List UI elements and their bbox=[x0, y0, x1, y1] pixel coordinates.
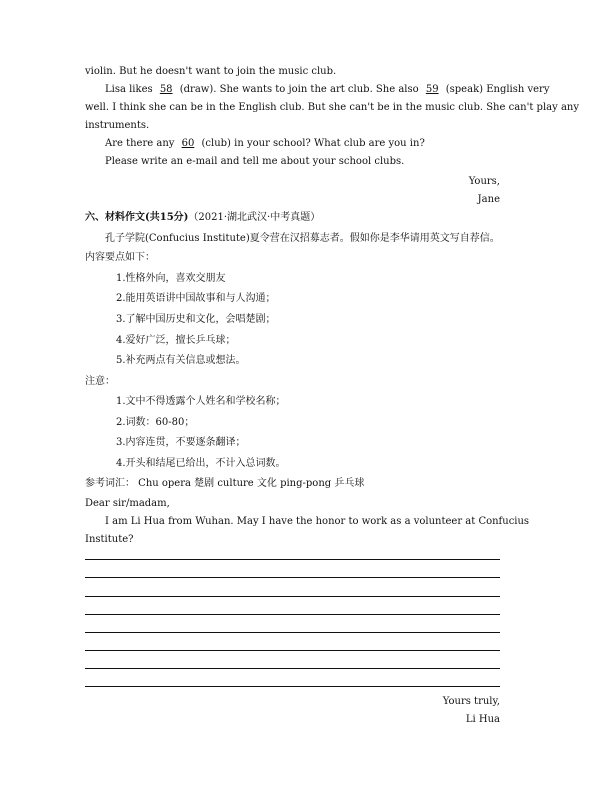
content-point-1: 1.性格外向，喜欢交朋友 bbox=[116, 273, 226, 284]
passage-closing: Yours, bbox=[468, 176, 500, 187]
letter-body-line-1: I am Li Hua from Wuhan. May I have the honor to work as a volunteer at Confucius bbox=[105, 516, 530, 527]
section-source: （2021·湖北武汉·中考真题） bbox=[188, 212, 321, 223]
passage-line-5 bbox=[105, 137, 425, 150]
section-heading bbox=[85, 211, 320, 224]
writing-line[interactable] bbox=[85, 577, 500, 578]
section-intro-points-label: 内容要点如下： bbox=[85, 252, 155, 263]
section-title: 六、材料作文(共15分) bbox=[85, 212, 189, 223]
blank-60: 60 bbox=[181, 138, 195, 149]
passage-line-4: instruments. bbox=[85, 120, 150, 131]
writing-line[interactable] bbox=[85, 614, 500, 615]
passage-signature: Jane bbox=[477, 194, 500, 205]
content-point-5: 5.补充两点有关信息或想法。 bbox=[116, 355, 246, 366]
passage-text: Are there any bbox=[105, 138, 175, 149]
passage-text: (club) in your school? What club are you in? bbox=[201, 138, 425, 149]
writing-line[interactable] bbox=[85, 559, 500, 560]
writing-line[interactable] bbox=[85, 668, 500, 669]
writing-line[interactable] bbox=[85, 650, 500, 651]
content-point-4: 4.爱好广泛，擅长乒乓球； bbox=[116, 335, 236, 346]
passage-line-6: Please write an e-mail and tell me about your school clubs. bbox=[105, 156, 405, 167]
writing-line[interactable] bbox=[85, 686, 500, 687]
writing-line[interactable] bbox=[85, 632, 500, 633]
note-3: 3.内容连贯，不要逐条翻译； bbox=[116, 437, 246, 448]
writing-line[interactable] bbox=[85, 596, 500, 597]
letter-body-line-2: Institute? bbox=[85, 534, 134, 545]
note-2: 2.词数：60-80； bbox=[116, 417, 195, 428]
section-intro: 孔子学院(Confucius Institute)夏令营在汉招募志者。假如你是李华请用英文写自荐信。 bbox=[105, 233, 500, 244]
vocabulary-hint: 参考词汇： Chu opera 楚剧 culture 文化 ping-pong 乒乓球 bbox=[85, 478, 365, 489]
letter-closing: Yours truly, bbox=[442, 696, 500, 707]
content-point-3: 3.了解中国历史和文化，会唱楚剧； bbox=[116, 314, 276, 325]
blank-59: 59 bbox=[425, 84, 439, 95]
note-1: 1.文中不得透露个人姓名和学校名称； bbox=[116, 396, 286, 407]
passage-line-2 bbox=[105, 83, 550, 96]
passage-text: (speak) English very bbox=[445, 84, 550, 95]
passage-text: Lisa likes bbox=[105, 84, 153, 95]
letter-signature: Li Hua bbox=[465, 714, 500, 725]
passage-text: (draw). She wants to join the art club. She also bbox=[179, 84, 419, 95]
notes-title: 注意： bbox=[85, 376, 115, 387]
letter-greeting: Dear sir/madam, bbox=[85, 498, 170, 509]
blank-58: 58 bbox=[159, 84, 173, 95]
content-point-2: 2.能用英语讲中国故事和与人沟通； bbox=[116, 293, 276, 304]
passage-line-1: violin. But he doesn't want to join the music club. bbox=[85, 66, 337, 77]
passage-line-3: well. I think she can be in the English club. But she can't be in the music club. She can't play any bbox=[85, 102, 579, 113]
note-4: 4.开头和结尾已给出，不计入总词数。 bbox=[116, 458, 286, 469]
